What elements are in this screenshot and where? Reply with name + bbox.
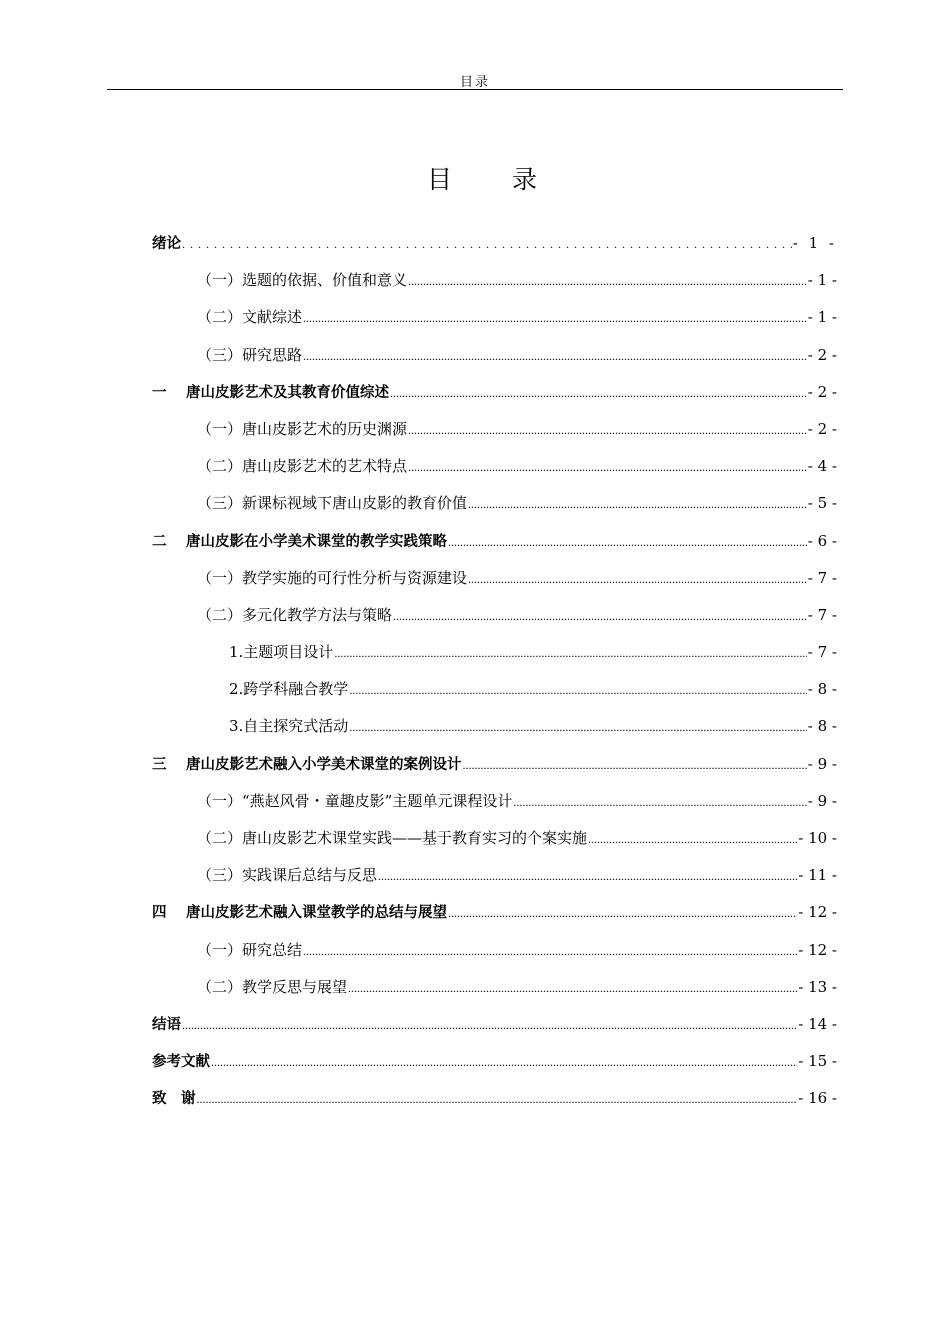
toc-entry[interactable]	[152, 820, 837, 857]
toc-entry-text: （一）研究总结	[197, 940, 303, 959]
toc-entry[interactable]	[152, 746, 837, 783]
toc-entry-number: 三	[152, 756, 167, 773]
toc-page-number: - 1 -	[807, 271, 837, 290]
toc-dot-leader	[349, 672, 806, 709]
toc-entry[interactable]	[152, 969, 837, 1006]
toc-entry[interactable]	[152, 1043, 837, 1080]
toc-entry-text: （二）文献综述	[197, 308, 303, 327]
toc-entry-title	[197, 820, 587, 857]
toc-page-number: - 14 -	[798, 1014, 837, 1033]
page-title: 目 录	[427, 165, 563, 194]
toc-page-number: - 12 -	[798, 903, 837, 922]
header-rule	[107, 89, 843, 90]
toc-page-number: - 5 -	[807, 494, 837, 513]
toc-entry-title	[197, 969, 347, 1006]
toc-dot-leader	[408, 412, 807, 449]
toc-entry-text: （三）研究思路	[197, 345, 303, 364]
toc-page-number: - 9 -	[807, 754, 837, 773]
toc-entry-title	[152, 524, 447, 561]
toc-entry[interactable]	[152, 485, 837, 522]
toc-entry[interactable]	[152, 634, 837, 671]
toc-dot-leader	[468, 486, 807, 523]
toc-entry-title	[197, 411, 407, 448]
toc-page-number: - 15 -	[798, 1052, 837, 1071]
toc-entry[interactable]	[152, 783, 837, 820]
toc-dot-leader	[349, 709, 806, 746]
toc-page-number: - 1 -	[792, 234, 837, 252]
toc-entry-text: 唐山皮影艺术融入课堂教学的总结与展望	[186, 905, 447, 922]
toc-dot-leader	[378, 858, 797, 895]
toc-entry-text: （三）新课标视域下唐山皮影的教育价值	[197, 494, 468, 513]
toc-dot-leader	[211, 1044, 797, 1081]
toc-entry[interactable]	[152, 225, 837, 262]
toc-entry-number: 四	[152, 905, 167, 922]
toc-entry[interactable]	[152, 857, 837, 894]
toc-dot-leader	[468, 561, 807, 598]
toc-dot-leader	[463, 747, 807, 784]
toc-entry[interactable]	[152, 671, 837, 708]
toc-entry-text: 唐山皮影在小学美术课堂的教学实践策略	[186, 533, 447, 550]
toc-entry-title	[229, 708, 348, 745]
toc-entry[interactable]	[152, 523, 837, 560]
running-header: 目录	[459, 75, 490, 90]
toc-page-number: - 6 -	[807, 531, 837, 550]
toc-dot-leader	[408, 263, 807, 300]
toc-dot-leader	[182, 1007, 797, 1044]
toc-entry-title	[152, 375, 389, 412]
toc-entry-text: 结语	[152, 1016, 181, 1033]
toc-page-number: - 2 -	[807, 382, 837, 401]
toc-page-number: - 12 -	[798, 940, 837, 959]
toc-entry[interactable]	[152, 894, 837, 931]
toc-entry-text: （二）教学反思与展望	[197, 977, 348, 996]
toc-page-number: - 8 -	[807, 680, 837, 699]
toc-entry-text: 2.跨学科融合教学	[229, 680, 349, 699]
toc-entry-text: （二）唐山皮影艺术的艺术特点	[197, 457, 408, 476]
toc-entry-text: （一）唐山皮影艺术的历史渊源	[197, 419, 408, 438]
toc-entry-title	[197, 299, 302, 336]
toc-dot-leader	[448, 895, 797, 932]
toc-dot-leader	[303, 300, 807, 337]
toc-page-number: - 10 -	[798, 829, 837, 847]
toc-entry-title	[229, 671, 348, 708]
toc-entry-title	[152, 747, 462, 784]
toc-dot-leader	[390, 375, 807, 412]
toc-dot-leader	[303, 338, 807, 375]
toc-page-number: - 2 -	[807, 345, 837, 364]
toc-entry-text: 致 谢	[152, 1091, 196, 1108]
toc-entry[interactable]	[152, 411, 837, 448]
toc-entry[interactable]	[152, 932, 837, 969]
toc-entry-text: （一）选题的依据、价值和意义	[197, 271, 408, 290]
toc-entry-text: 参考文献	[152, 1054, 210, 1071]
toc-entry-text: （一）“燕赵风骨・童趣皮影”主题单元课程设计	[197, 791, 513, 810]
table-of-contents	[152, 225, 837, 1118]
toc-entry-text: （二）多元化教学方法与策略	[197, 605, 393, 624]
toc-dot-leader	[513, 784, 806, 821]
toc-entry[interactable]	[152, 1080, 837, 1117]
toc-dot-leader	[197, 1081, 798, 1118]
toc-dot-leader	[408, 449, 807, 486]
toc-entry-title	[197, 597, 392, 634]
toc-dot-leader	[448, 524, 807, 561]
toc-entry[interactable]	[152, 262, 837, 299]
toc-entry-title	[152, 1007, 181, 1044]
toc-page-number: - 13 -	[798, 977, 837, 996]
toc-entry-title	[152, 226, 181, 263]
toc-entry-title	[197, 560, 467, 597]
toc-entry-text: 3.自主探究式活动	[229, 717, 349, 736]
toc-entry[interactable]	[152, 708, 837, 745]
toc-dot-leader	[334, 635, 806, 672]
toc-page-number: - 8 -	[807, 717, 837, 736]
toc-page-number: - 11 -	[798, 866, 837, 885]
toc-page-number: - 9 -	[807, 791, 837, 810]
toc-entry[interactable]	[152, 1006, 837, 1043]
toc-page-number: - 4 -	[807, 457, 837, 476]
toc-page-number: - 16 -	[798, 1089, 837, 1108]
toc-entry-title	[197, 783, 512, 820]
toc-entry-title	[229, 634, 333, 671]
toc-entry-text: （一）教学实施的可行性分析与资源建设	[197, 568, 468, 587]
toc-page-number: - 2 -	[807, 419, 837, 438]
toc-entry-text: 绪论	[152, 236, 181, 252]
toc-entry[interactable]	[152, 374, 837, 411]
toc-entry[interactable]	[152, 299, 837, 336]
toc-entry[interactable]	[152, 560, 837, 597]
toc-entry-title	[197, 932, 302, 969]
toc-entry-title	[197, 857, 377, 894]
toc-entry[interactable]	[152, 448, 837, 485]
toc-dot-leader	[393, 598, 807, 635]
toc-page-number: - 7 -	[807, 643, 837, 662]
toc-entry-title	[152, 895, 447, 932]
toc-page-number: - 7 -	[807, 568, 837, 587]
toc-entry-title	[197, 337, 302, 374]
toc-dot-leader	[348, 970, 797, 1007]
toc-dot-leader	[588, 821, 797, 858]
toc-entry-title	[197, 485, 467, 522]
toc-entry-text: 唐山皮影艺术及其教育价值综述	[186, 384, 389, 401]
toc-entry-text: 唐山皮影艺术融入小学美术课堂的案例设计	[186, 756, 462, 773]
toc-entry-title	[152, 1044, 210, 1081]
toc-entry-title	[152, 1081, 196, 1118]
toc-page-number: - 1 -	[807, 308, 837, 327]
toc-dot-leader	[303, 933, 797, 970]
toc-entry[interactable]	[152, 597, 837, 634]
toc-entry-text: （二）唐山皮影艺术课堂实践——基于教育实习的个案实施	[197, 829, 588, 847]
toc-entry-text: （三）实践课后总结与反思	[197, 866, 378, 885]
toc-page-number: - 7 -	[807, 605, 837, 624]
toc-entry-title	[197, 448, 407, 485]
toc-dot-leader	[182, 226, 792, 263]
toc-entry-title	[197, 262, 407, 299]
toc-entry-text: 1.主题项目设计	[229, 643, 334, 662]
toc-entry-number: 一	[152, 384, 167, 401]
toc-entry-number: 二	[152, 533, 167, 550]
toc-entry[interactable]	[152, 337, 837, 374]
